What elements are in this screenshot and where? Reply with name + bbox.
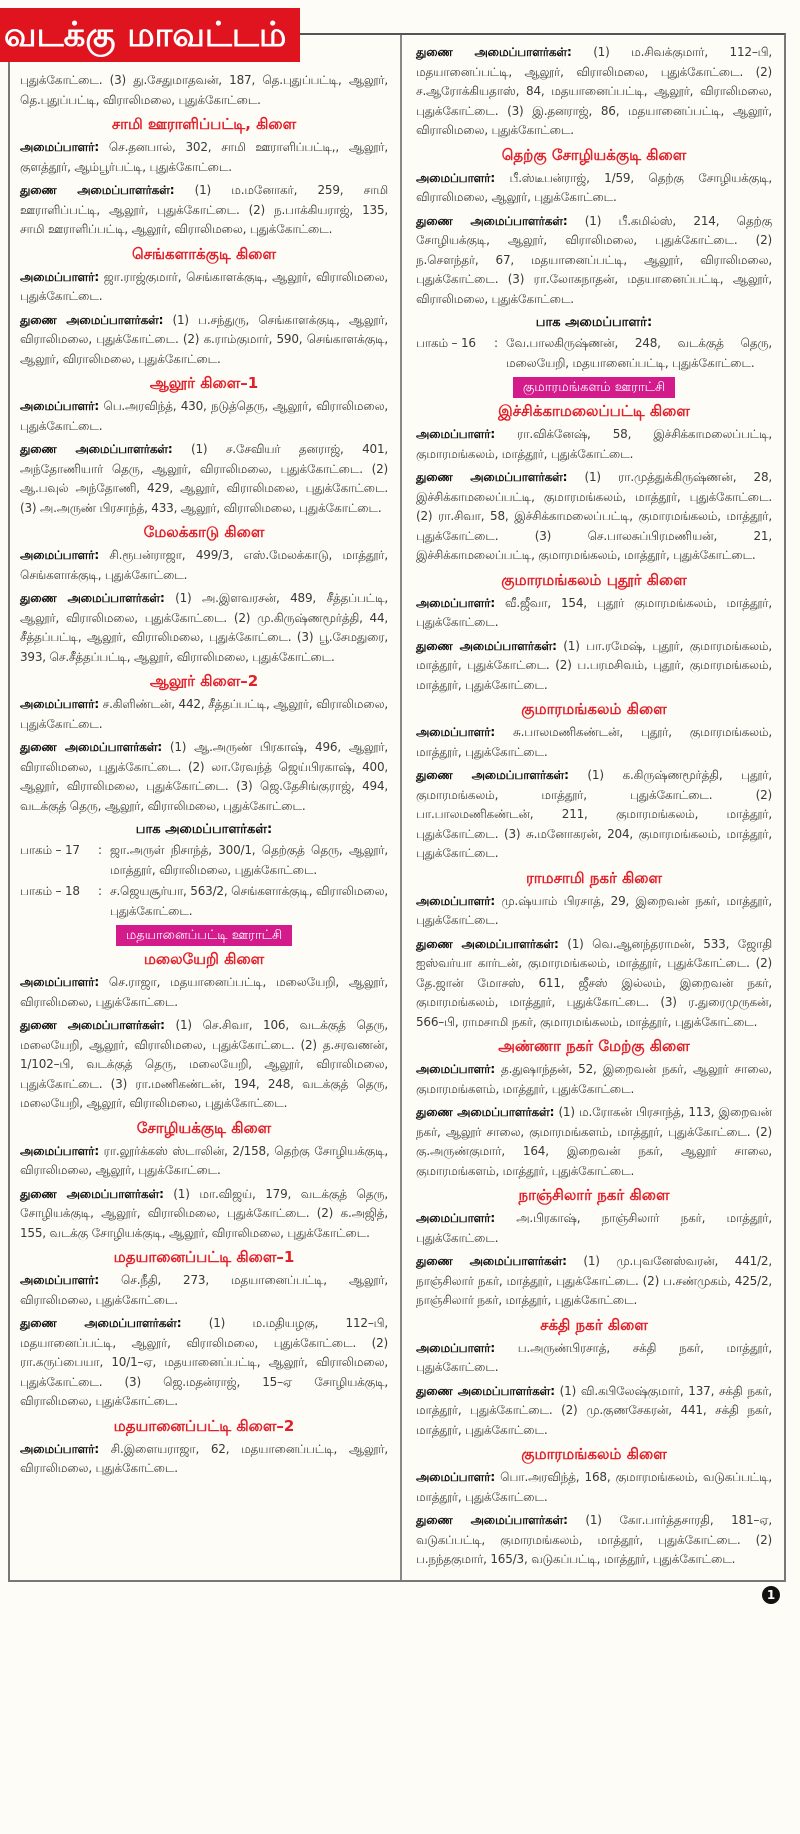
role-label: துணை அமைப்பாளர்கள்: bbox=[416, 638, 557, 653]
organizer-details: ப.அருண்பிரசாத், சக்தி நகர், மாத்தூர், புதுக்கோட்டை. bbox=[416, 1340, 772, 1374]
role-label: துணை அமைப்பாளர்கள்: bbox=[20, 591, 165, 605]
organizer-details: (1) ரா.முத்துக்கிருஷ்ணன், 28, இச்சிக்காமலைப்பட்டி, குமாரமங்கலம், மாத்தூர், புதுக்கோட்டை. (2) ரா.சிவா, 58, இச்சிக்காமலைப்பட்டி, குமாரமங்கலம், மாத்தூர், புதுக்கோட்டை. (3) செ.பாலசுப்பிரமணியன், 21, இச்சிக்காமலைப்பட்டி, குமாரமங்கலம், மாத்தூர், புதுக்கோட்டை. bbox=[416, 470, 772, 562]
role-label: அமைப்பாளர்: bbox=[20, 140, 99, 154]
organizer-details: பொ.அரவிந்த், 168, குமாரமங்கலம், வடுகப்பட்டி, மாத்தூர், புதுக்கோட்டை. bbox=[416, 1470, 772, 1504]
organizer-entry bbox=[416, 212, 772, 310]
organizer-details: (1) செ.சிவா, 106, வடக்குத் தெரு, மலையேறி, ஆலூர், விராலிமலை, புதுக்கோட்டை. (2) த.சரவணன், 1/102–பி, வடக்குத் தெரு, மலையேறி, ஆலூர், விராலிமலை, புதுக்கோட்டை. (3) ரா.மணிகண்டன், 194, 248, வடக்குத் தெரு, மலையேறி, ஆலூர், விராலிமலை, புதுக்கோட்டை. bbox=[20, 1018, 388, 1110]
booth-organizer-row bbox=[20, 841, 388, 880]
organizer-entry bbox=[20, 181, 388, 240]
organizer-details: சு.பாலமணிகண்டன், புதூர், குமாரமங்கலம், மாத்தூர், புதுக்கோட்டை. bbox=[416, 725, 772, 759]
organizer-details: த.துஷாந்தன், 52, இறைவன் நகர், ஆலூர் சாலை, குமாரமங்களம், மாத்தூர், புதுக்கோட்டை. bbox=[416, 1062, 772, 1096]
role-label: அமைப்பாளர்: bbox=[416, 725, 495, 739]
booth-label: பாகம் – 18 bbox=[20, 884, 80, 898]
organizer-entry bbox=[416, 1382, 772, 1441]
role-label: அமைப்பாளர்: bbox=[20, 1441, 99, 1456]
branch-heading: மதயானைப்பட்டி கிளை–1 bbox=[113, 1248, 295, 1266]
organizer-details: (1) ம.ரோகன் பிரசாந்த், 113, இறைவன் நகர், ஆலூர் சாலை, குமாரமங்களம், மாத்தூர், புதுக்கோட்டை. (2) கு.அருண்குமார், 164, இறைவன் நகர், ஆலூர் சாலை, குமாரமங்களம், மாத்தூர், புதுக்கோட்டை. bbox=[416, 1105, 772, 1178]
organizer-details: செ.நீதி, 273, மதயானைப்பட்டி, ஆலூர், விராலிமலை, புதுக்கோட்டை. bbox=[20, 1273, 388, 1307]
organizer-entry bbox=[416, 766, 772, 864]
organizer-entry bbox=[20, 1016, 388, 1114]
branch-heading: இச்சிக்காமலைப்பட்டி கிளை bbox=[498, 402, 690, 420]
organizer-details: (1) ச.சேவியர் தனராஜ், 401, அந்தோணியார் தெரு, ஆலூர், விராலிமலை, புதுக்கோட்டை. (2) ஆ.பவுல் அந்தோணி, 429, ஆலூர், விராலிமலை, புதுக்கோட்டை. (3) அ.அருண் பிரசாந்த், 433, ஆலூர், விராலிமலை, புதுக்கோட்டை. bbox=[20, 442, 389, 515]
organizer-entry bbox=[20, 138, 388, 177]
branch-heading: மதயானைப்பட்டி கிளை–2 bbox=[113, 1416, 295, 1435]
booth-label: பாகம் – 17 bbox=[20, 843, 80, 857]
organizer-details: மு.ஷ்யாம் பிரசாத், 29, இறைவன் நகர், மாத்தூர், புதுக்கோட்டை. bbox=[416, 893, 772, 927]
organizer-entry bbox=[416, 1209, 772, 1248]
organizer-details: (1) ம.மனோகர், 259, சாமி ஊராளிப்பட்டி, ஆலூர், புதுக்கோட்டை. (2) ந.பாக்கியராஜ், 135, சாமி ஊராளிப்பட்டி, ஆலூர், விராலிமலை, புதுக்கோட்டை. bbox=[20, 183, 389, 236]
organizer-entry bbox=[20, 695, 388, 734]
organizer-details: (1) ம.சிவக்குமார், 112–பி, மதயானைப்பட்டி, ஆலூர், விராலிமலை, புதுக்கோட்டை. (2) ச.ஆரோக்கியதாஸ், 84, மதயானைப்பட்டி, ஆலூர், விராலிமலை, புதுக்கோட்டை. (3) இ.தனராஜ், 86, மதயானைப்பட்டி, ஆலூர், விராலிமலை, புதுக்கோட்டை. bbox=[416, 45, 773, 137]
role-label: துணை அமைப்பாளர்கள்: bbox=[416, 768, 569, 782]
organizer-details: (1) ஆ.அருண் பிரகாஷ், 496, ஆலூர், விராலிமலை, புதுக்கோட்டை. (2) லா.ரேவந்த் ஜெய்பிரகாஷ், 400, ஆலூர், விராலிமலை, புதுக்கோட்டை. (3) ஜெ.தேசிங்குராஜ், 494, வடக்குத் தெரு, ஆலூர், விராலிமலை, புதுக்கோட்டை. bbox=[20, 740, 388, 813]
organizer-entry bbox=[416, 594, 772, 633]
branch-heading: மலையேறி கிளை bbox=[143, 950, 265, 968]
organizer-details: வீ.ஜீவா, 154, புதூர் குமாரமங்கலம், மாத்தூர், புதுக்கோட்டை. bbox=[416, 595, 772, 629]
branch-heading: ஆலூர் கிளை–1 bbox=[149, 374, 259, 392]
branch-heading: செங்களாக்குடி கிளை bbox=[131, 244, 277, 263]
organizer-details: சி.ரூபன்ராஜா, 499/3, எஸ்.மேலக்காடு, மாத்தூர், செங்களாக்குடி, புதுக்கோட்டை. bbox=[20, 548, 388, 582]
organizer-entry bbox=[20, 589, 388, 667]
branch-heading: சக்தி நகர் கிளை bbox=[540, 1315, 648, 1334]
organizer-details: (1) அ.இளவரசன், 489, சீத்தப்பட்டி, ஆலூர், விராலிமலை, புதுக்கோட்டை. (2) மு.கிருஷ்ணமூர்த்தி, 44, சீத்தப்பட்டி, ஆலூர், விராலிமலை, புதுக்கோட்டை. (3) பூ.சேமதுரை, 393, செ.சீத்தப்பட்டி, ஆலூர், விராலிமலை, புதுக்கோட்டை. bbox=[20, 591, 388, 664]
panchayat-banner: குமாரமங்களம் ஊராட்சி bbox=[513, 377, 675, 398]
organizer-entry bbox=[20, 1142, 388, 1181]
role-label: துணை அமைப்பாளர்கள்: bbox=[416, 45, 572, 59]
organizer-details: பீ.ஸ்டீபன்ராஜ், 1/59, தெற்கு சோழியக்குடி, விராலிமலை, ஆலூர், புதுக்கோட்டை. bbox=[416, 170, 772, 204]
branch-heading: குமாரமங்கலம் கிளை bbox=[521, 700, 667, 718]
organizer-details: புதுக்கோட்டை. (3) து.சேதுமாதவன், 187, தெ.புதுப்பட்டி, ஆலூர், தெ.புதுப்பட்டி, விராலிமலை, புதுக்கோட்டை. bbox=[20, 73, 388, 107]
organizer-details: (1) பீ.கமில்ஸ், 214, தெற்கு சோழியக்குடி, ஆலூர், விராலிமலை, புதுக்கோட்டை. (2) ந.சௌந்தர், 67, மதயானைப்பட்டி, ஆலூர், விராலிமலை, புதுக்கோட்டை. (3) ரா.லோகநாதன், மதயானைப்பட்டி, ஆலூர், விராலிமலை, புதுக்கோட்டை. bbox=[416, 213, 773, 306]
role-label: அமைப்பாளர்: bbox=[416, 1062, 495, 1076]
right-column bbox=[400, 35, 784, 1580]
role-label: அமைப்பாளர்: bbox=[416, 1470, 495, 1484]
organizer-entry bbox=[416, 1468, 772, 1507]
organizer-entry bbox=[416, 43, 772, 141]
booth-organizer-text: வே.பாலகிருஷ்ணன், 248, வடக்குத் தெரு, மலையேறி, மதயானைப்பட்டி, புதுக்கோட்டை. bbox=[506, 336, 772, 370]
organizer-details: ரா.லூர்க்கஸ் ஸ்டாலின், 2/158, தெற்கு சோழியக்குடி, விராலிமலை, ஆலூர், புதுக்கோட்டை. bbox=[20, 1143, 388, 1177]
organizer-details: சி.இளையராஜா, 62, மதயானைப்பட்டி, ஆலூர், விராலிமலை, புதுக்கோட்டை. bbox=[20, 1441, 388, 1475]
organizer-entry bbox=[20, 1314, 388, 1412]
branch-heading: குமாரமங்கலம் புதூர் கிளை bbox=[501, 570, 687, 589]
organizer-entry bbox=[20, 1185, 388, 1244]
organizer-entry bbox=[416, 892, 772, 931]
organizer-entry bbox=[20, 973, 388, 1012]
role-label: அமைப்பாளர்: bbox=[416, 427, 495, 441]
branch-heading: நாஞ்சிலார் நகர் கிளை bbox=[518, 1186, 670, 1204]
role-label: அமைப்பாளர்: bbox=[20, 1143, 99, 1158]
organizer-details: (1) பா.ரமேஷ், புதூர், குமாரமங்கலம், மாத்தூர், புதுக்கோட்டை. (2) ப.பரமசிவம், புதூர், குமாரமங்கலம், மாத்தூர், புதுக்கோட்டை. bbox=[416, 638, 773, 692]
role-label: அமைப்பாளர்: bbox=[20, 269, 99, 284]
organizer-entry bbox=[20, 1440, 388, 1479]
organizer-details: (1) வெ.ஆனந்தராமன், 533, ஜோதி ஐஸ்வர்யா கார்டன், குமாரமங்கலம், மாத்தூர், புதுக்கோட்டை. (2) தே.ஜான் மோசஸ், 611, ஜீசஸ் இல்லம், இறைவன் நகர், குமாரமங்கலம், மாத்தூர், புதுக்கோட்டை. (3) ர.துரைமுருகன், 566–பி, ராமசாமி நகர், குமாரமங்கலம், மாத்தூர், புதுக்கோட்டை. bbox=[416, 936, 772, 1029]
section-subheading: பாக அமைப்பாளர்: bbox=[535, 315, 653, 330]
organizer-details: அ.பிரகாஷ், நாஞ்சிலார் நகர், மாத்தூர், புதுக்கோட்டை. bbox=[416, 1211, 772, 1245]
organizer-details: (1) க.கிருஷ்ணமூர்த்தி, புதூர், குமாரமங்கலம், மாத்தூர், புதுக்கோட்டை. (2) பா.பாலமணிகண்டன், 211, குமாரமங்கலம், மாத்தூர், புதுக்கோட்டை. (3) சு.மனோகரன், 204, குமாரமங்கலம், மாத்தூர், புதுக்கோட்டை. bbox=[416, 768, 772, 860]
branch-heading: சாமி ஊராளிப்பட்டி, கிளை bbox=[111, 115, 297, 133]
organizer-entry bbox=[416, 468, 772, 566]
branch-heading: மேலக்காடு கிளை bbox=[143, 523, 265, 541]
role-label: அமைப்பாளர்: bbox=[20, 975, 99, 989]
role-label: துணை அமைப்பாளர்கள்: bbox=[416, 936, 559, 951]
organizer-details: (1) ம.மதியழகு, 112–பி, மதயானைப்பட்டி, ஆலூர், விராலிமலை, புதுக்கோட்டை. (2) ரா.கருப்பையா, 10/1–ஏ, மதயானைப்பட்டி, ஆலூர், விராலிமலை, புதுக்கோட்டை. (3) ஜெ.மதன்ராஜ், 15–ஏ சோழியக்குடி, விராலிமலை, புதுக்கோட்டை. bbox=[20, 1316, 389, 1408]
role-label: துணை அமைப்பாளர்கள்: bbox=[416, 1513, 568, 1527]
role-label: துணை அமைப்பாளர்கள்: bbox=[416, 1383, 555, 1398]
role-label: அமைப்பாளர்: bbox=[20, 548, 99, 562]
booth-label: பாகம் – 16 bbox=[416, 336, 476, 350]
branch-heading: அண்ணா நகர் மேற்கு கிளை bbox=[498, 1037, 690, 1055]
role-label: துணை அமைப்பாளர்கள்: bbox=[20, 1018, 165, 1032]
organizer-entry bbox=[20, 546, 388, 585]
left-column bbox=[10, 35, 400, 1580]
listing-frame bbox=[8, 33, 786, 1582]
organizer-details: செ.ராஜா, மதயானைப்பட்டி, மலையேறி, ஆலூர், விராலிமலை, புதுக்கோட்டை. bbox=[20, 975, 388, 1009]
organizer-entry bbox=[20, 738, 388, 816]
branch-heading: ஆலூர் கிளை–2 bbox=[149, 672, 259, 690]
booth-separator: : bbox=[98, 884, 102, 898]
branch-heading: ராமசாமி நகர் கிளை bbox=[525, 868, 663, 887]
organizer-entry bbox=[20, 1271, 388, 1310]
page-number-badge: 1 bbox=[762, 1586, 780, 1604]
organizer-entry bbox=[416, 723, 772, 762]
organizer-entry bbox=[20, 397, 388, 436]
booth-separator: : bbox=[494, 336, 498, 350]
organizer-details: செ.தனபால், 302, சாமி ஊராளிப்பட்டி,, ஆலூர், குளத்தூர், ஆம்பூர்பட்டி, புதுக்கோட்டை. bbox=[20, 140, 388, 174]
branch-heading: சோழியக்குடி கிளை bbox=[136, 1118, 272, 1137]
organizer-entry bbox=[416, 935, 772, 1033]
role-label: துணை அமைப்பாளர்கள்: bbox=[20, 1186, 164, 1201]
organizer-details: (1) ப.சந்துரு, செங்காளக்குடி, ஆலூர், விராலிமலை, புதுக்கோட்டை. (2) க.ராம்குமார், 590, செங்காளக்குடி, ஆலூர், விராலிமலை, புதுக்கோட்டை. bbox=[20, 312, 388, 366]
role-label: அமைப்பாளர்: bbox=[416, 1211, 495, 1225]
role-label: துணை அமைப்பாளர்கள்: bbox=[20, 740, 162, 754]
organizer-entry bbox=[416, 425, 772, 464]
role-label: துணை அமைப்பாளர்கள்: bbox=[416, 1105, 555, 1119]
role-label: அமைப்பாளர்: bbox=[416, 595, 495, 610]
role-label: துணை அமைப்பாளர்கள்: bbox=[416, 1254, 567, 1268]
booth-organizer-text: ச.ஜெயசூர்யா, 563/2, செங்களாக்குடி, விராலிமலை, புதுக்கோட்டை. bbox=[110, 884, 388, 918]
organizer-entry bbox=[20, 268, 388, 307]
booth-organizer-row bbox=[20, 882, 388, 921]
role-label: துணை அமைப்பாளர்கள்: bbox=[416, 470, 568, 484]
booth-separator: : bbox=[98, 843, 102, 857]
organizer-details: ச.கிளிண்டன், 442, சீத்தப்பட்டி, ஆலூர், விராலிமலை, புதுக்கோட்டை. bbox=[20, 697, 388, 731]
organizer-entry bbox=[20, 440, 388, 518]
organizer-details: ரா.விக்னேஷ், 58, இச்சிக்காமலைப்பட்டி, குமாரமங்கலம், மாத்தூர், புதுக்கோட்டை. bbox=[416, 427, 772, 461]
organizer-details: ஜா.ராஜ்குமார், செங்காளக்குடி, ஆலூர், விராலிமலை, புதுக்கோட்டை. bbox=[20, 269, 388, 303]
organizer-details: (1) மு.புவனேஸ்வரன், 441/2, நாஞ்சிலார் நகர், மாத்தூர், புதுக்கோட்டை. (2) ப.சண்முகம், 425/2, நாஞ்சிலார் நகர், மாத்தூர், புதுக்கோட்டை. bbox=[416, 1254, 772, 1307]
booth-organizer-text: ஜா.அருள் நிசாந்த், 300/1, தெற்குத் தெரு, ஆலூர், மாத்தூர், விராலிமலை, புதுக்கோட்டை. bbox=[110, 843, 388, 877]
role-label: துணை அமைப்பாளர்கள்: bbox=[20, 442, 173, 456]
organizer-details: (1) கோ.பார்த்தசாரதி, 181–ஏ, வடுகப்பட்டி, குமாரமங்கலம், மாத்தூர், புதுக்கோட்டை. (2) ப.நந்தகுமார், 165/3, வடுகப்பட்டி, மாத்தூர், புதுக்கோட்டை. bbox=[416, 1513, 772, 1566]
organizer-entry bbox=[416, 1339, 772, 1378]
organizer-entry bbox=[20, 71, 388, 110]
organizer-entry bbox=[416, 1103, 772, 1181]
organizer-entry bbox=[416, 1060, 772, 1099]
organizer-entry bbox=[416, 1252, 772, 1311]
organizer-entry bbox=[416, 1511, 772, 1570]
role-label: அமைப்பாளர்: bbox=[416, 893, 495, 908]
district-title: வடக்கு மாவட்டம் bbox=[0, 8, 300, 62]
organizer-details: பெ.அரவிந்த், 430, நடுத்தெரு, ஆலூர், விராலிமலை, புதுக்கோட்டை. bbox=[20, 399, 388, 433]
panchayat-banner-row bbox=[20, 924, 388, 946]
panchayat-banner: மதயானைப்பட்டி ஊராட்சி bbox=[116, 925, 292, 946]
role-label: அமைப்பாளர்: bbox=[416, 170, 495, 185]
role-label: அமைப்பாளர்: bbox=[20, 399, 99, 413]
role-label: அமைப்பாளர்: bbox=[20, 697, 99, 711]
role-label: துணை அமைப்பாளர்கள்: bbox=[20, 312, 164, 327]
role-label: அமைப்பாளர்: bbox=[20, 1273, 99, 1287]
role-label: துணை அமைப்பாளர்கள்: bbox=[416, 213, 568, 228]
organizer-entry bbox=[416, 169, 772, 208]
section-subheading: பாக அமைப்பாளர்கள்: bbox=[135, 822, 273, 837]
organizer-details: (1) வி.கபிலேஷ்குமார், 137, சக்தி நகர், மாத்தூர், புதுக்கோட்டை. (2) மு.குணசேகரன், 441, சக்தி நகர், மாத்தூர், புதுக்கோட்டை. bbox=[416, 1383, 773, 1437]
branch-heading: குமாரமங்கலம் கிளை bbox=[521, 1445, 667, 1463]
role-label: துணை அமைப்பாளர்கள்: bbox=[20, 1316, 182, 1330]
organizer-entry bbox=[20, 311, 388, 370]
role-label: அமைப்பாளர்: bbox=[416, 1340, 495, 1355]
role-label: துணை அமைப்பாளர்கள்: bbox=[20, 183, 175, 197]
organizer-details: (1) மா.விஜய், 179, வடக்குத் தெரு, சோழியக்குடி, ஆலூர், விராலிமலை, புதுக்கோட்டை. (2) க.அஜித், 155, வடக்கு சோழியக்குடி, ஆலூர், விராலிமலை, புதுக்கோட்டை. bbox=[20, 1186, 388, 1240]
booth-organizer-row bbox=[416, 334, 772, 373]
panchayat-banner-row bbox=[416, 376, 772, 398]
branch-heading: தெற்கு சோழியக்குடி கிளை bbox=[501, 145, 687, 164]
organizer-entry bbox=[416, 637, 772, 696]
